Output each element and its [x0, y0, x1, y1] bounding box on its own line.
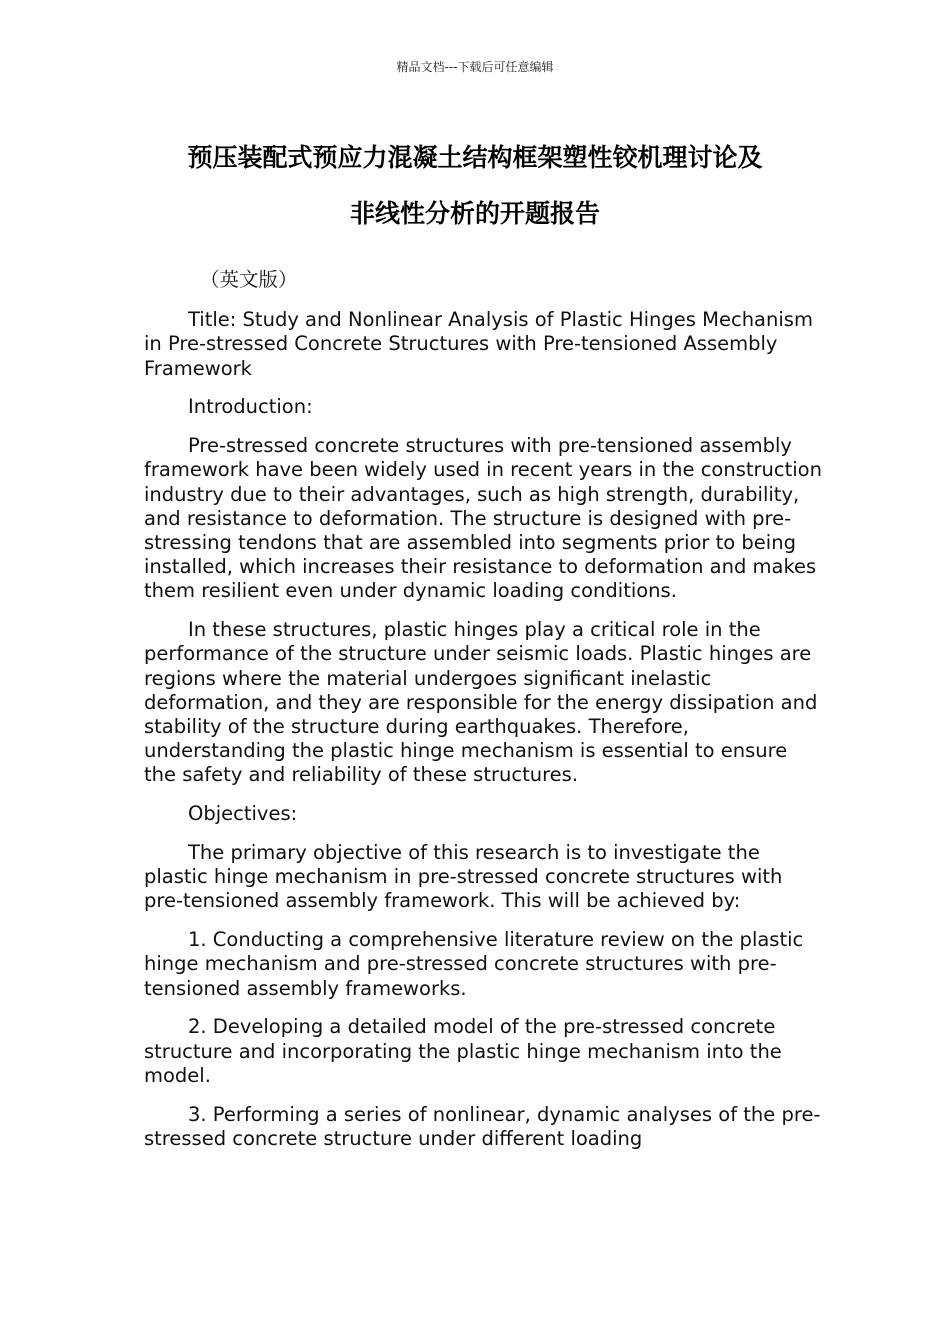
- header-note: 精品文档---下载后可任意编辑: [396, 60, 554, 74]
- list-item-2: 2. Developing a detailed model of the pre-stressed concrete structure and incorporating the plastic hinge mechanism into the model.: [144, 1015, 782, 1087]
- list-item-1: 1. Conducting a comprehensive literature review on the plastic hinge mechanism and pre-stressed concrete structures with pre-tensioned assembly frameworks.: [144, 928, 804, 1000]
- heading-introduction: Introduction:: [188, 395, 313, 419]
- document-body: [144, 268, 824, 1166]
- paragraph-title: Title: Study and Nonlinear Analysis of Plastic Hinges Mechanism in Pre-stressed Concrete Structures with Pre-tensioned Assembly Framework: [144, 308, 813, 380]
- document-title: [100, 130, 850, 242]
- list-item-3: 3. Performing a series of nonlinear, dynamic analyses of the pre-stressed concrete structure under different loading: [144, 1102, 821, 1150]
- paragraph-intro-2: In these structures, plastic hinges play a critical role in the performance of the structure under seismic loads. Plastic hinges are regions where the material undergoes significant inelastic deformation, and they are responsible for the energy dissipation and stability of the structure during earthquakes. Therefore, understanding the plastic hinge mechanism is essential to ensure the safety and reliability of these structures.: [144, 618, 818, 787]
- title-line-1: 预压装配式预应力混凝土结构框架塑性铰机理讨论及: [187, 143, 763, 172]
- paragraph-objectives: The primary objective of this research is to investigate the plastic hinge mechanism in pre-stressed concrete structures with pre-tensioned assembly framework. This will be achieved by:: [144, 841, 783, 913]
- title-line-2: 非线性分析的开题报告: [349, 199, 600, 228]
- version-label: （英文版）: [200, 268, 298, 291]
- heading-objectives: Objectives:: [188, 802, 298, 826]
- paragraph-intro-1: Pre-stressed concrete structures with pre-tensioned assembly framework have been widely used in recent years in the construction industry due to their advantages, such as high strength, durability, and resistance to deformation. The structure is designed with pre-stressing tendons that are assembled into segments prior to being installed, which increases their resistance to deformation and makes them resilient even under dynamic loading conditions.: [144, 434, 822, 603]
